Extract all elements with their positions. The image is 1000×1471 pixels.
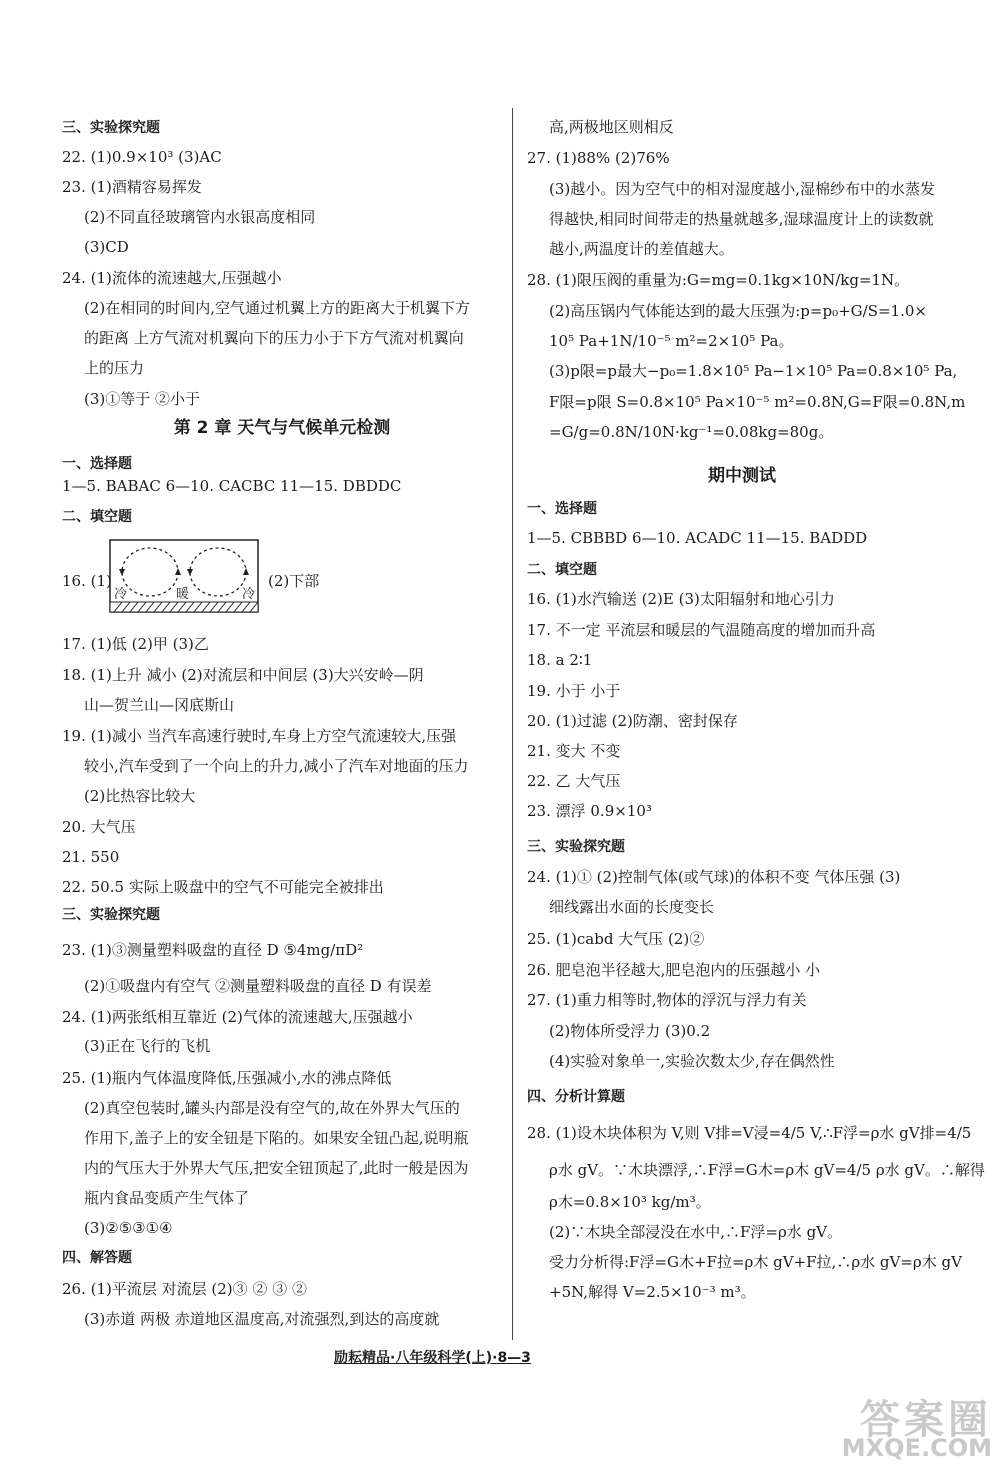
answer-line: 25. (1)瓶内气体温度降低,压强减小,水的沸点降低	[62, 1069, 392, 1087]
left-convection-cell	[122, 548, 178, 596]
answer-line: (3)①等于 ②小于	[84, 390, 201, 408]
page-footer	[334, 1347, 531, 1367]
answer-line: 18. (1)上升 减小 (2)对流层和中间层 (3)大兴安岭—阴	[62, 666, 424, 684]
section-heading: 三、实验探究题	[527, 839, 625, 855]
answer-line: (3)赤道 两极 赤道地区温度高,对流强烈,到达的高度就	[84, 1310, 440, 1328]
answer-line: (2)高压锅内气体能达到的最大压强为:p=p₀+G/S=1.0×	[549, 302, 927, 320]
answer-line: (2)①吸盘内有空气 ②测量塑料吸盘的直径 D 有误差	[84, 977, 432, 995]
footer-page: ·8—3	[492, 1350, 531, 1366]
answer-line: (4)实验对象单一,实验次数太少,存在偶然性	[549, 1052, 835, 1070]
answer-line: 细线露出水面的长度变长	[549, 898, 715, 916]
watermark-logo: 答案圈	[860, 1397, 992, 1443]
section-heading: 四、解答题	[62, 1250, 132, 1266]
answer-line: 27. (1)88% (2)76%	[527, 149, 670, 167]
answer-line: 1—5. BABAC 6—10. CACBC 11—15. DBDDC	[62, 477, 402, 495]
answer-line: 21. 变大 不变	[527, 742, 621, 760]
answer-line: 23. 漂浮 0.9×10³	[527, 802, 652, 820]
answer-line: (2)在相同的时间内,空气通过机翼上方的距离大于机翼下方	[84, 299, 471, 317]
cold-label-left: 冷	[114, 587, 128, 602]
answer-line: 17. 不一定 平流层和暖层的气温随高度的增加而升高	[527, 621, 876, 639]
answer-line: 23. (1)酒精容易挥发	[62, 178, 202, 196]
answer-line: 26. (1)平流层 对流层 (2)③ ② ③ ②	[62, 1280, 307, 1298]
answer-line: (2)不同直径玻璃管内水银高度相同	[84, 208, 316, 226]
arrow-up-left-icon	[119, 569, 125, 576]
answer-line: F限=p限 S=0.8×10⁵ Pa×10⁻⁵ m²=0.8N,G=F限=0.8N,m	[549, 393, 966, 411]
answer-line: 19. 小于 小于	[527, 682, 621, 700]
answer-line: 26. 肥皂泡半径越大,肥皂泡内的压强越小 小	[527, 961, 821, 979]
answer-line: 22. (1)0.9×10³ (3)AC	[62, 148, 222, 166]
section-heading: 三、实验探究题	[62, 907, 160, 923]
answer-line: =G/g=0.8N/10N·kg⁻¹=0.08kg=80g。	[549, 423, 834, 441]
cold-label-right: 冷	[242, 587, 256, 602]
answer-line: 18. a 2∶1	[527, 651, 593, 669]
section-heading: 三、实验探究题	[62, 120, 160, 136]
answer-line: 作用下,盖子上的安全钮是下陷的。如果安全钮凸起,说明瓶	[84, 1129, 469, 1147]
answer-line: 20. 大气压	[62, 818, 136, 836]
answer-line: 越小,两温度计的差值越大。	[549, 240, 734, 258]
answer-line: (2)∵木块全部浸没在水中,∴F浮=ρ水 gV。	[549, 1223, 843, 1241]
answer-line: 受力分析得:F浮=G木+F拉=ρ木 gV+F拉,∴ρ水 gV=ρ木 gV	[549, 1253, 962, 1271]
answer-line: 27. (1)重力相等时,物体的浮沉与浮力有关	[527, 991, 807, 1009]
answer-line: (2)比热容比较大	[84, 787, 196, 805]
answer-line: 22. 乙 大气压	[527, 772, 621, 790]
warm-label: 暖	[176, 587, 190, 602]
answer-line: 28. (1)限压阀的重量为:G=mg=0.1kg×10N/kg=1N。	[527, 271, 910, 289]
diagram-prefix: 16. (1)	[62, 572, 112, 590]
answer-line: 28. (1)设木块体积为 V,则 V排=V浸=4/5 V,∴F浮=ρ水 gV排=4/5	[527, 1124, 972, 1142]
section-heading: 一、选择题	[62, 456, 132, 472]
answer-line: 较小,汽车受到了一个向上的升力,减小了汽车对地面的压力	[84, 757, 469, 775]
answer-line: 16. (1)水汽输送 (2)E (3)太阳辐射和地心引力	[527, 590, 835, 608]
answer-line: 山—贺兰山—冈底斯山	[84, 696, 235, 714]
answer-line: 24. (1)① (2)控制气体(或气球)的体积不变 气体压强 (3)	[527, 868, 901, 886]
chapter-title: 第 2 章 天气与气候单元检测	[173, 418, 391, 438]
watermark-url: MXQE.COM	[841, 1434, 992, 1462]
footer-subject: 八年级科学(上)	[395, 1350, 493, 1366]
answer-line: 的距离 上方气流对机翼向下的压力小于下方气流对机翼向	[84, 329, 464, 347]
section-heading: 二、填空题	[62, 509, 132, 525]
column-divider	[512, 108, 513, 1340]
answer-line: 内的气压大于外界大气压,把安全钮顶起了,此时一般是因为	[84, 1159, 469, 1177]
answer-line: 21. 550	[62, 848, 120, 866]
footer-brand: 励耘精品	[334, 1350, 390, 1366]
answer-line: 25. (1)cabd 大气压 (2)②	[527, 930, 705, 948]
answer-line: ρ木=0.8×10³ kg/m³。	[549, 1193, 711, 1211]
answer-line: 24. (1)两张纸相互靠近 (2)气体的流速越大,压强越小	[62, 1008, 413, 1026]
answer-line: 1—5. CBBBD 6—10. ACADC 11—15. BADDD	[527, 529, 868, 547]
section-heading: 四、分析计算题	[527, 1089, 625, 1105]
section-heading: 一、选择题	[527, 501, 597, 517]
right-convection-cell	[190, 548, 246, 596]
answer-line: +5N,解得 V=2.5×10⁻³ m³。	[549, 1283, 756, 1301]
answer-line: (2)物体所受浮力 (3)0.2	[549, 1022, 711, 1040]
answer-line: 17. (1)低 (2)甲 (3)乙	[62, 635, 209, 653]
circulation-diagram-svg	[62, 540, 510, 620]
answer-line: (3)越小。因为空气中的相对湿度越小,湿棉纱布中的水蒸发	[549, 180, 936, 198]
circulation-diagram	[62, 540, 510, 624]
ground-hatch	[110, 602, 258, 612]
diagram-suffix: (2)下部	[268, 572, 320, 590]
answer-line: 瓶内食品变质产生气体了	[84, 1189, 250, 1207]
answer-line: 24. (1)流体的流速越大,压强越小	[62, 269, 282, 287]
footer-sep: ·	[390, 1350, 396, 1366]
arrow-down-left-icon	[175, 568, 181, 575]
answer-line: (3)②⑤③①④	[84, 1219, 173, 1237]
arrow-up-right-icon	[187, 569, 193, 576]
answer-line: 10⁵ Pa+1N/10⁻⁵ m²=2×10⁵ Pa。	[549, 332, 794, 350]
answer-line: (2)真空包装时,罐头内部是没有空气的,故在外界大气压的	[84, 1099, 460, 1117]
answer-line: (3)正在飞行的飞机	[84, 1037, 211, 1055]
answer-line: 20. (1)过滤 (2)防潮、密封保存	[527, 712, 738, 730]
answer-line: (3)CD	[84, 238, 129, 256]
section-heading: 二、填空题	[527, 562, 597, 578]
answer-line: 得越快,相同时间带走的热量就越多,湿球温度计上的读数就	[549, 210, 934, 228]
answer-line: (3)p限=p最大−p₀=1.8×10⁵ Pa−1×10⁵ Pa=0.8×10⁵ Pa,	[549, 362, 958, 380]
answer-line: 上的压力	[84, 359, 145, 377]
answer-line: 22. 50.5 实际上吸盘中的空气不可能完全被排出	[62, 878, 384, 896]
chapter-title: 期中测试	[708, 466, 776, 486]
answer-line: ρ水 gV。∵木块漂浮,∴F浮=G木=ρ木 gV=4/5 ρ水 gV。∴解得	[549, 1161, 985, 1179]
answer-line: 23. (1)③测量塑料吸盘的直径 D ⑤4mg/πD²	[62, 941, 364, 959]
answer-line: 19. (1)减小 当汽车高速行驶时,车身上方空气流速较大,压强	[62, 727, 457, 745]
arrow-down-right-icon	[243, 568, 249, 575]
answer-line: 高,两极地区则相反	[549, 118, 674, 136]
